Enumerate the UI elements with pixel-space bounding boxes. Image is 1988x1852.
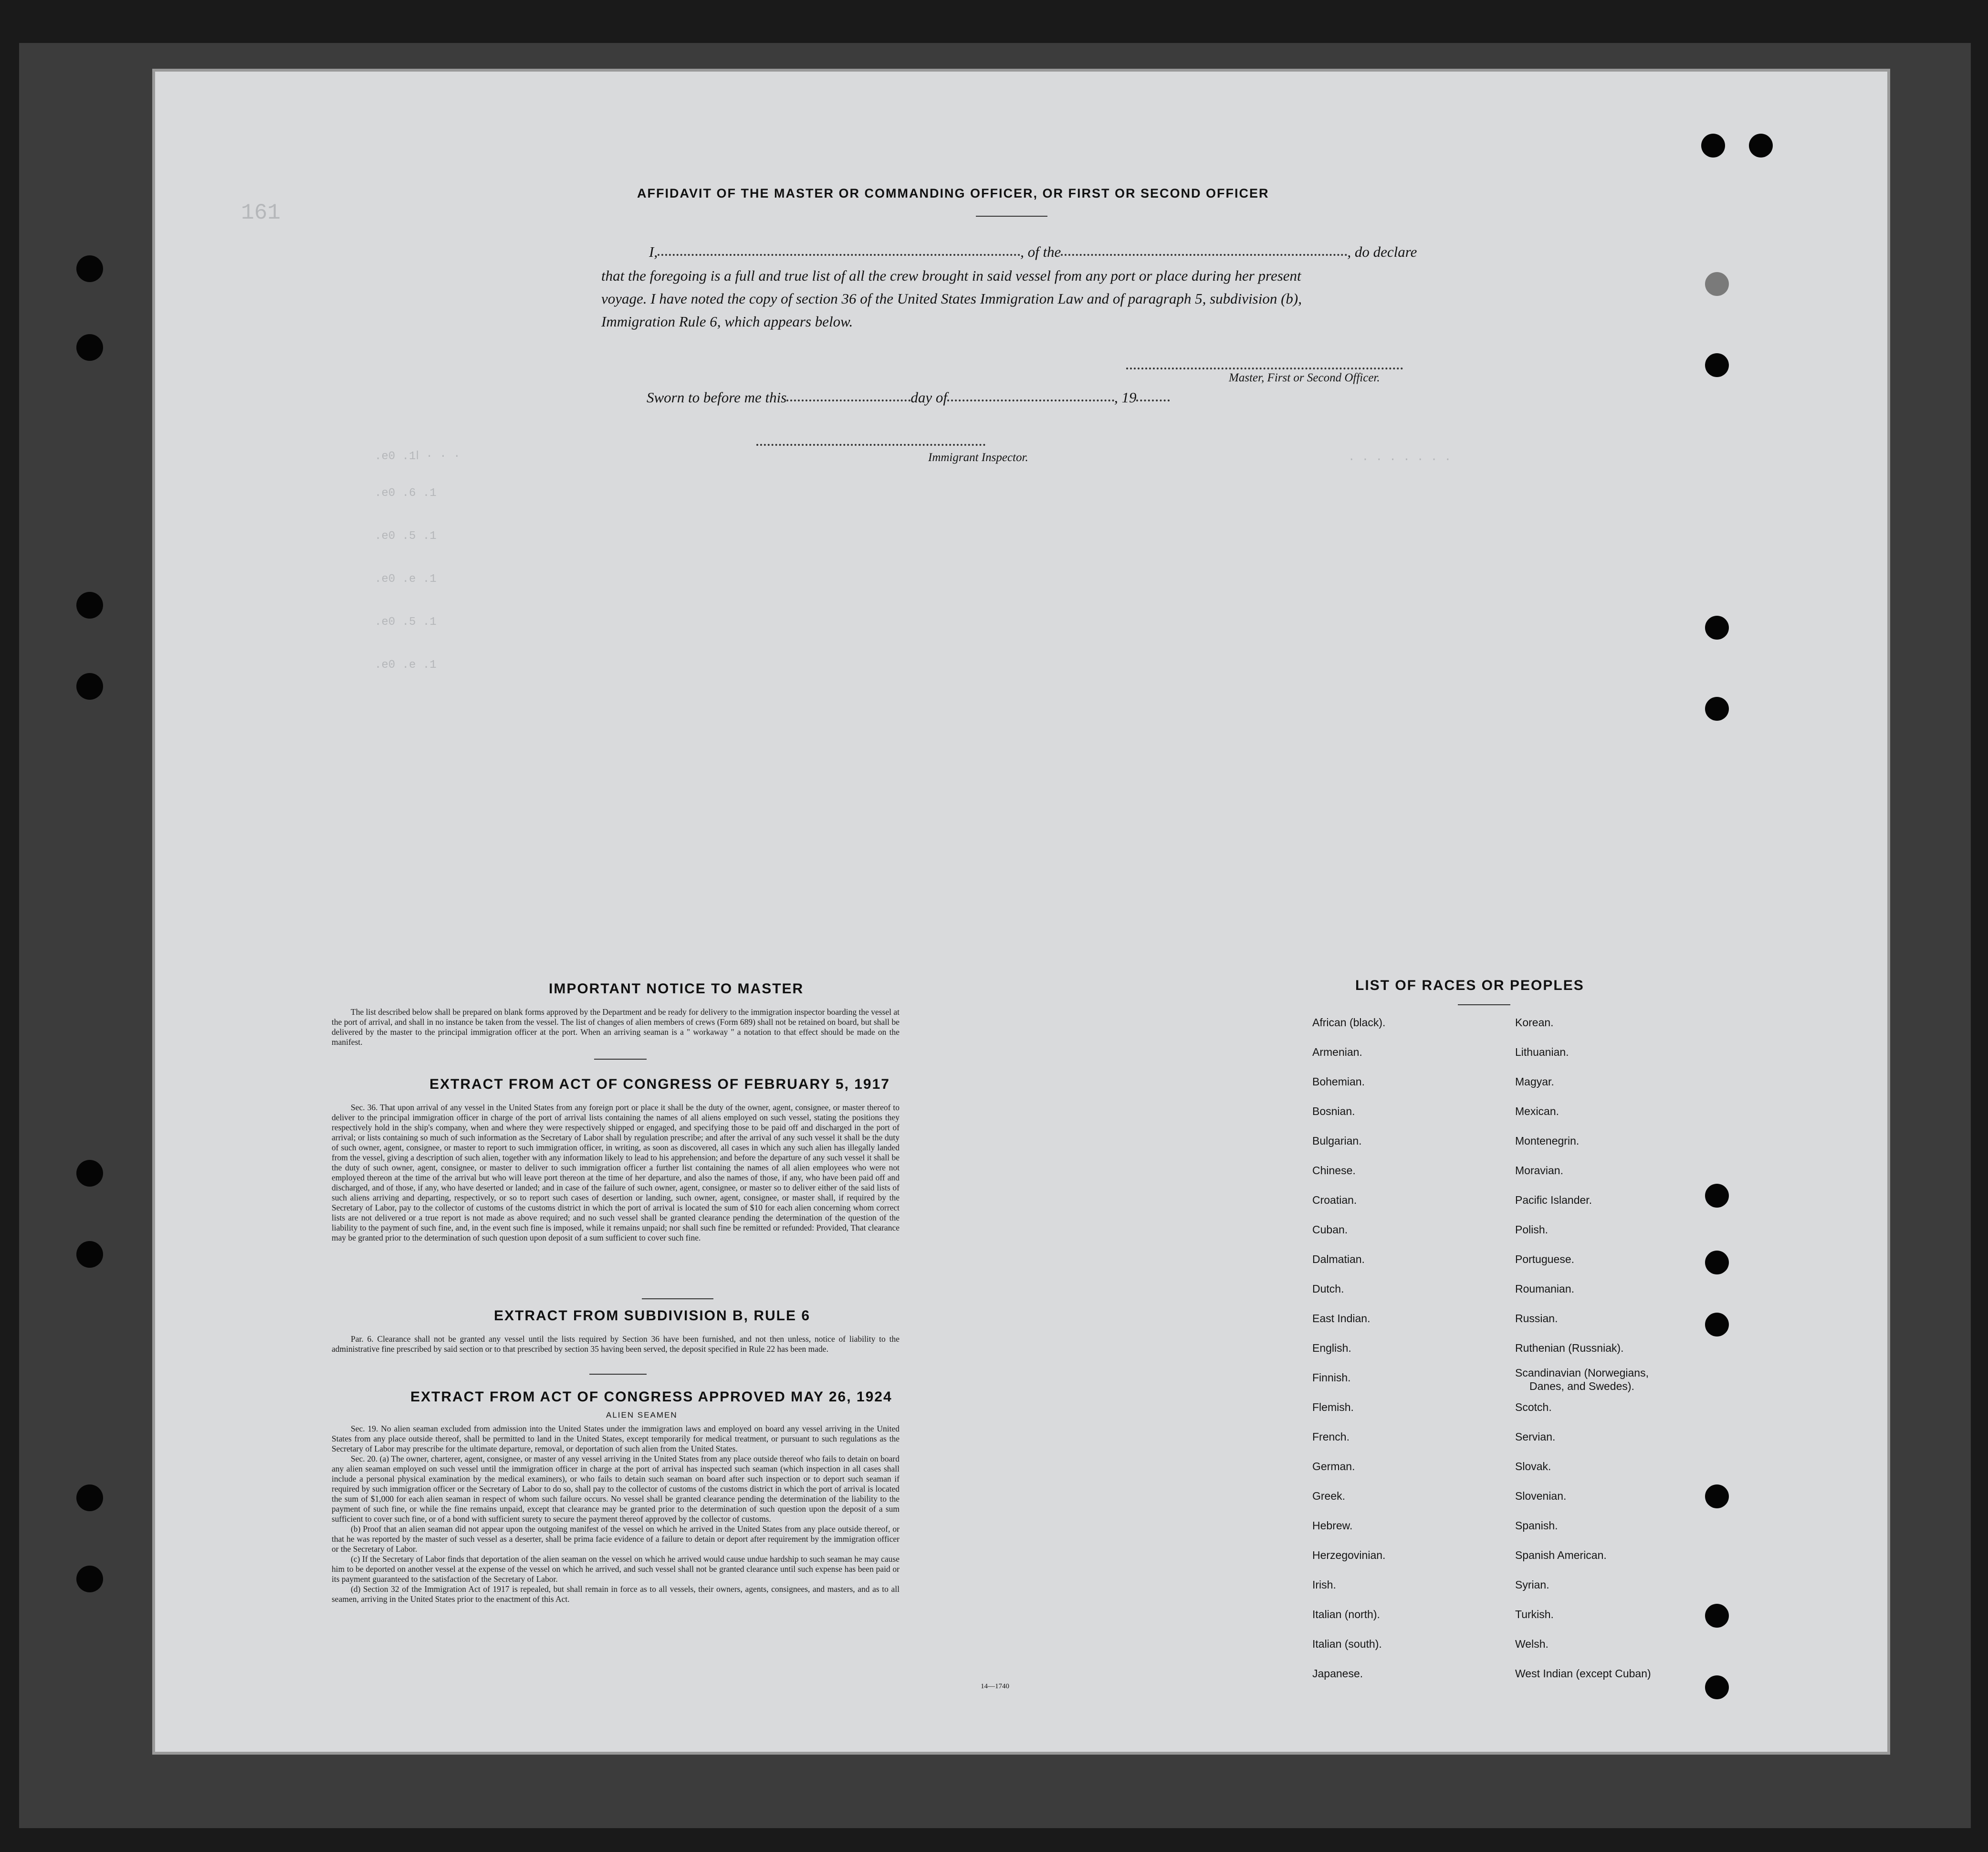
race-item: Irish. (1312, 1578, 1336, 1591)
race-item: Slovak. (1515, 1460, 1551, 1473)
race-item: Turkish. (1515, 1608, 1554, 1620)
race-item: Hebrew. (1312, 1519, 1353, 1532)
affidavit-of-label: , of the (1020, 243, 1061, 260)
race-item: Syrian. (1515, 1578, 1549, 1591)
race-item: Portuguese. (1515, 1253, 1575, 1265)
rule-6-text (332, 1334, 900, 1354)
day-blank[interactable] (786, 400, 910, 401)
punch-hole (1705, 1675, 1729, 1699)
act-1924-sec-20b: (b) Proof that an alien seaman did not appear upon the outgoing manifest of the vessel on which he arrived in the United States from any place outside thereof, or that he was reported by the master of such vessel as a deserter, shall be prima facie evidence of a failure to detain or deport after requirement by the immigration officer or the Secretary of Labor. (332, 1524, 900, 1554)
punch-hole (1749, 134, 1773, 158)
punch-hole (1705, 1484, 1729, 1508)
page-number-bleed: 161 (241, 200, 281, 225)
affidavit-title: AFFIDAVIT OF THE MASTER OR COMMANDING OFFICER, OR FIRST OR SECOND OFFICER (637, 186, 1269, 200)
notice-paragraph: The list described below shall be prepared on blank forms approved by the Department and be ready for delivery to the immigration inspector boarding the vessel at the port of arrival, and shall in no instance be taken from the vessel. The list of changes of alien members of crews (Form 689) shall not be retained on board, but shall be delivered by the master to the principal immigration officer at the port. When an arriving seaman is a " workaway " a notation to that effect should be made on the manifest. (332, 1007, 900, 1047)
punch-hole (1701, 134, 1725, 158)
punch-hole (1705, 697, 1729, 721)
race-item: Mexican. (1515, 1105, 1559, 1117)
race-item: Bosnian. (1312, 1105, 1355, 1117)
race-item: Herzegovinian. (1312, 1549, 1386, 1561)
race-item: Finnish. (1312, 1371, 1351, 1384)
affidavit-declare-label: , do declare (1347, 243, 1417, 260)
race-item: Servian. (1515, 1431, 1556, 1443)
master-signature-blank[interactable] (1126, 368, 1403, 369)
race-item: West Indian (except Cuban) (1515, 1667, 1651, 1680)
race-item: Japanese. (1312, 1667, 1363, 1680)
race-item: Greek. (1312, 1490, 1346, 1502)
month-blank[interactable] (947, 400, 1114, 401)
act-1924-sec-20d: (d) Section 32 of the Immigration Act of 1917 is repealed, but shall remain in force as to all vessels, their owners, agents, consignees, and masters, and as to all seamen, arriving in the United States prior to the enactment of this Act. (332, 1584, 900, 1604)
inspector-signature-blank[interactable] (756, 444, 985, 446)
races-title-rule (1458, 1004, 1510, 1005)
punch-hole (76, 255, 103, 282)
race-item: French. (1312, 1431, 1350, 1443)
race-item: Polish. (1515, 1223, 1549, 1236)
race-item: Dutch. (1312, 1283, 1344, 1295)
affidavit-line-2: that the foregoing is a full and true list of all the crew brought in said vessel from any port or place during her present (601, 267, 1301, 284)
form-page: 161 .e0 .1ⅼ · · · · · · · · · · · .e0 .6 .1 .e0 .5 .1 .e0 .e .1 .e0 .5 .1 .e0 .e .1 AFFIDAVIT OF THE MASTER OR COMMANDING OFFICER, OR FIRST OR SECOND OFFICER I, , of the , do declare that the foregoing is a full and true list of all the crew brought in said vessel from any port or place during her present voyage. I have noted the copy of section 36 of the United States Immigration Law and of paragraph 5, subdivision (b), Immigration Rule 6, which appears below. Master, First or Second Officer. Sworn to before me this day of , 19 Immigrant Inspector. IMPORTANT NOTICE TO MASTER The list described below shall be prepared on blank forms approved by the Department and be ready for delivery to the immigration inspector boarding the vessel at the port of arrival, and shall in no instance be taken from the vessel. The list of changes of alien members of crews (Form 689) shall not be retained on board, but shall be delivered by the master to the principal immigration officer at the port. When an arriving seaman is a " workaway " a notation to that effect should be made on the manifest. EXTRACT FROM ACT OF CONGRESS OF FEBRUARY 5, 1917 Sec. 36. That upon arrival of any vessel in the United States from any foreign port or place it shall be the duty of the owner, agent, consignee, or master thereof to deliver to the principal immigration officer in charge of the port of arrival lists containing the names of all aliens employed on such vessel, stating the positions they respectively hold in the ship's company, when and where they were respectively shipped or engaged, and specifying those to be paid off and discharged in the port of arrival; or lists containing so much of such information as the Secretary of Labor shall by regulation prescribe; and after the arrival of any such vessel it shall be the duty of such owner, agent, consignee, or master to report to such immigration officer, in writing, as soon as discovered, all cases in which any such alien has illegally landed from the vessel, giving a description of such alien, together with any information likely to lead to his apprehension; and before the departure of any such vessel it shall be the duty of such owner, agent, consignee, or master to deliver to such immigration officer a further list containing the names of all alien employees who were not employed thereon at the time of the arrival but who will leave port thereon at the time of her departure, and also the names of those, if any, who have been paid off and discharged, and of those, if any, who have deserted or landed; and in case of the failure of such owner, agent, consignee, or master so to deliver either of the said lists of such aliens arriving and departing, respectively, or so to report such cases of desertion or landing, such owner, agent, consignee, or master shall, if required by the Secretary of Labor, pay to the collector of customs of the customs district in which the port of arrival is located the sum of $10 for each alien concerning whom correct lists are not delivered or a true report is not made as above required; and no such vessel shall be granted clearance pending the determination of the question of the liability to the payment of such fine, and, in the event such fine is imposed, while it remains unpaid; nor shall such fine be remitted or refunded: Provided, That clearance may be granted prior to the determination of such question upon deposit of a sum sufficient to cover such fine. EXTRACT FROM SUBDIVISION B, RULE 6 Par. 6. Clearance shall not be granted any vessel until the lists required by Section 36 have been furnished, and not then unless, notice of liability to the administrative fine prescribed by said section or to that prescribed by section 35 having been served, the deposit specified in Rule 22 has been made. EXTRACT FROM ACT OF CONGRESS APPROVED MAY 26, 1924 ALIEN SEAMEN Sec. 19. No alien seaman excluded from admission into the United States under the immigration laws and employed on board any vessel arriving in the United States from any place outside thereof, shall be permitted to land in the United States, except temporarily for medical treatment, or pursuant to such regulations as the Secretary of Labor may prescribe for the ultimate departure, removal, or deportation of such alien from the United States. Sec. 20. (a) The owner, charterer, agent, consignee, or master of any vessel arriving in the United States from any place outside thereof who fails to detain on board any alien seaman employed on such vessel until the immigration officer in charge at the port of arrival has inspected such seaman (which inspection in all cases shall include a personal physical examination by the medical examiners), or who fails to detain such seaman on board after such inspection or to deport such seaman if required by such immigration officer or the Secretary of Labor to do so, shall pay to the collector of customs of the customs district in which the port of arrival is located the sum of $1,000 for each alien seaman in respect of whom such failure occurs. No vessel shall be granted clearance pending the determination of the liability to the payment of such fine, or while the fine remains unpaid, except that clearance may be granted prior to the determination of such question upon the deposit of a sum sufficient to cover such fine, or of a bond with sufficient surety to secure the payment thereof approved by the collector of customs. (b) Proof that an alien seaman did not appear upon the outgoing manifest of the vessel on which he arrived in the United States from any place outside thereof, or that he was reported by the master of such vessel as a deserter, shall be prima facie evidence of a failure to detain or deport after requirement by the immigration officer or the Secretary of Labor. (c) If the Secretary of Labor finds that deportation of the alien seaman on the vessel on which he arrived would cause undue hardship to such seaman he may cause him to be deported on another vessel at the expense of the vessel on which he arrived, and such vessel shall not be granted clearance until such expense has been paid or its payment guaranteed to the satisfaction of the Secretary of Labor. (d) Section 32 of the Immigration Act of 1917 is repealed, but shall remain in force as to all vessels, their owners, agents, consignees, and masters, and as to all seamen, arriving in the United States prior to the enactment of this Act. 14—1740 LIST OF RACES OR PEOPLES African (black). Armenian. Bohemian. Bosnian. Bulgarian. Chinese. Croatian. Cuban. Dalmatian. Dutch. East Indian. English. Finnish. Flemish. French. German. Greek. Hebrew. Herzegovinian. Irish. Italian (north). Italian (south). Japanese. Korean. Lithuanian. Magyar. Mexican. Montenegrin. Moravian. Pacific Islander. Polish. Portuguese. Roumanian. Russian. Ruthenian (Russniak). Scandinavian (Norwegians, Danes, and Swedes). Scotch. Servian. Slovak. Slovenian. Spanish. Spanish American. Syrian. Turkish. Welsh. West Indian (except Cuban) (155, 72, 1887, 1752)
punch-hole (1705, 1604, 1729, 1628)
act-1924-sec-20a: Sec. 20. (a) The owner, charterer, agent, consignee, or master of any vessel arriving in the United States from any place outside thereof who fails to detain on board any alien seaman employed on such vessel until the immigration officer in charge at the port of arrival has inspected such seaman (which inspection in all cases shall include a personal physical examination by the medical examiners), or who fails to detain such seaman on board after such inspection or to deport such seaman if required by such immigration officer or the Secretary of Labor to do so, shall pay to the collector of customs of the customs district in which the port of arrival is located the sum of $1,000 for each alien seaman in respect of whom such failure occurs. No vessel shall be granted clearance pending the determination of the liability to the payment of such fine, or while the fine remains unpaid, except that clearance may be granted prior to the determination of such question upon the deposit of a sum sufficient to cover such fine, or of a bond with sufficient surety to secure the payment thereof approved by the collector of customs. (332, 1454, 900, 1524)
sworn-line (647, 389, 1170, 406)
race-item: African (black). (1312, 1016, 1386, 1029)
rule-6-paragraph: Par. 6. Clearance shall not be granted any vessel until the lists required by Section 36 have been furnished, and not then unless, notice of liability to the administrative fine prescribed by said section or to that prescribed by section 35 having been served, the deposit specified in Rule 22 has been made. (332, 1334, 900, 1354)
rule-6-rule (589, 1374, 647, 1375)
notice-rule (594, 1059, 647, 1060)
race-item: Spanish American. (1515, 1549, 1607, 1561)
race-item: Moravian. (1515, 1164, 1563, 1177)
form-number: 14—1740 (981, 1683, 1009, 1690)
affidavit-line-4: Immigration Rule 6, which appears below. (601, 313, 853, 330)
affidavit-line-3: voyage. I have noted the copy of section 36 of the United States Immigration Law and of paragraph 5, subdivision (b), (601, 290, 1302, 307)
race-item: Bohemian. (1312, 1075, 1365, 1088)
act-1917-paragraph: Sec. 36. That upon arrival of any vessel in the United States from any foreign port or place it shall be the duty of the owner, agent, consignee, or master thereof to deliver to the principal immigration officer in charge of the port of arrival lists containing the names of all aliens employed on such vessel, stating the positions they respectively hold in the ship's company, when and where they were respectively shipped or engaged, and specifying those to be paid off and discharged in the port of arrival; or lists containing so much of such information as the Secretary of Labor shall by regulation prescribe; and after the arrival of any such vessel it shall be the duty of such owner, agent, consignee, or master to report to such immigration officer, in writing, as soon as discovered, all cases in which any such alien has illegally landed from the vessel, giving a description of such alien, together with any information likely to lead to his apprehension; and before the departure of any such vessel it shall be the duty of such owner, agent, consignee, or master to deliver to such immigration officer a further list containing the names of all alien employees who were not employed thereon at the time of the arrival but who will leave port thereon at the time of her departure, and also the names of those, if any, who have been paid off and discharged, and of those, if any, who have deserted or landed; and in case of the failure of such owner, agent, consignee, or master so to deliver either of the said lists of such aliens arriving and departing, respectively, or so to report such cases of desertion or landing, such owner, agent, consignee, or master shall, if required by the Secretary of Labor, pay to the collector of customs of the customs district in which the port of arrival is located the sum of $10 for each alien concerning whom correct lists are not delivered or a true report is not made as above required; and no such vessel shall be granted clearance pending the determination of the question of the liability to the payment of such fine, and, in the event such fine is imposed, while it remains unpaid; nor shall such fine be remitted or refunded: Provided, That clearance may be granted prior to the determination of such question upon deposit of a sum sufficient to cover such fine. (332, 1103, 900, 1242)
punch-hole (1705, 1251, 1729, 1274)
race-item: Magyar. (1515, 1075, 1554, 1088)
race-item: Bulgarian. (1312, 1135, 1362, 1147)
race-item: Chinese. (1312, 1164, 1356, 1177)
act-1917-text (332, 1103, 900, 1243)
punch-hole (1705, 616, 1729, 640)
race-item: Pacific Islander. (1515, 1194, 1592, 1206)
act-1924-text (332, 1424, 900, 1604)
race-item: Italian (south). (1312, 1638, 1382, 1650)
act-1924-sec-19: Sec. 19. No alien seaman excluded from admission into the United States under the immigration laws and employed on board any vessel arriving in the United States from any place outside thereof, shall be permitted to land in the United States, except temporarily for medical treatment, or pursuant to such regulations as the Secretary of Labor may prescribe for the ultimate departure, removal, or deportation of such alien from the United States. (332, 1424, 900, 1453)
act-1924-sec-20c: (c) If the Secretary of Labor finds that deportation of the alien seaman on the vessel on which he arrived would cause undue hardship to such seaman he may cause him to be deported on another vessel at the expense of the vessel on which he arrived, and such vessel shall not be granted clearance until such expense has been paid or its payment guaranteed to the satisfaction of the Secretary of Labor. (332, 1554, 900, 1584)
race-item: Slovenian. (1515, 1490, 1567, 1502)
punch-hole (76, 334, 103, 361)
races-title: LIST OF RACES OR PEOPLES (1355, 978, 1584, 993)
race-item: Italian (north). (1312, 1608, 1380, 1620)
affidavit-title-rule (976, 216, 1047, 217)
race-item: Ruthenian (Russniak). (1515, 1342, 1624, 1354)
act-1924-title: EXTRACT FROM ACT OF CONGRESS APPROVED MAY 26, 1924 (410, 1389, 892, 1405)
notice-title: IMPORTANT NOTICE TO MASTER (549, 981, 804, 997)
act-1917-title: EXTRACT FROM ACT OF CONGRESS OF FEBRUARY 5, 1917 (429, 1076, 890, 1092)
race-item: Montenegrin. (1515, 1135, 1580, 1147)
race-item: Armenian. (1312, 1046, 1362, 1058)
punch-hole (76, 673, 103, 700)
race-item: Flemish. (1312, 1401, 1354, 1413)
punch-hole (1705, 272, 1729, 296)
punch-hole (76, 1241, 103, 1268)
punch-hole (1705, 353, 1729, 377)
act-1924-subtitle: ALIEN SEAMEN (606, 1410, 678, 1420)
race-item: Roumanian. (1515, 1283, 1575, 1295)
vessel-blank[interactable] (1061, 254, 1347, 256)
year-label: , 19 (1114, 389, 1137, 406)
race-item: German. (1312, 1460, 1355, 1473)
race-item: Spanish. (1515, 1519, 1558, 1532)
race-item: Russian. (1515, 1312, 1558, 1325)
rule-6-title: EXTRACT FROM SUBDIVISION B, RULE 6 (494, 1308, 811, 1324)
day-of-label: day of (910, 389, 947, 406)
race-item: Korean. (1515, 1016, 1554, 1029)
race-item: East Indian. (1312, 1312, 1371, 1325)
master-signature-caption: Master, First or Second Officer. (1229, 371, 1380, 384)
notice-text (332, 1007, 900, 1047)
inspector-caption: Immigrant Inspector. (928, 451, 1028, 464)
race-item: Dalmatian. (1312, 1253, 1365, 1265)
race-item: Lithuanian. (1515, 1046, 1569, 1058)
act-1917-rule (642, 1298, 713, 1299)
year-blank[interactable] (1136, 400, 1170, 401)
affidavit-line-1 (649, 243, 1417, 261)
race-item: Scandinavian (Norwegians, (1515, 1367, 1649, 1379)
race-item: Cuban. (1312, 1223, 1348, 1236)
punch-hole (1705, 1313, 1729, 1336)
punch-hole (1705, 1184, 1729, 1208)
punch-hole (76, 1160, 103, 1187)
punch-hole (76, 592, 103, 619)
race-item: English. (1312, 1342, 1351, 1354)
punch-hole (76, 1484, 103, 1511)
affidavit-i-label: I, (649, 243, 658, 260)
punch-hole (76, 1566, 103, 1592)
name-blank[interactable] (658, 254, 1020, 256)
race-item: Welsh. (1515, 1638, 1549, 1650)
race-item: Croatian. (1312, 1194, 1357, 1206)
race-item-continuation: Danes, and Swedes). (1529, 1380, 1634, 1392)
race-item: Scotch. (1515, 1401, 1552, 1413)
sworn-label: Sworn to before me this (647, 389, 787, 406)
